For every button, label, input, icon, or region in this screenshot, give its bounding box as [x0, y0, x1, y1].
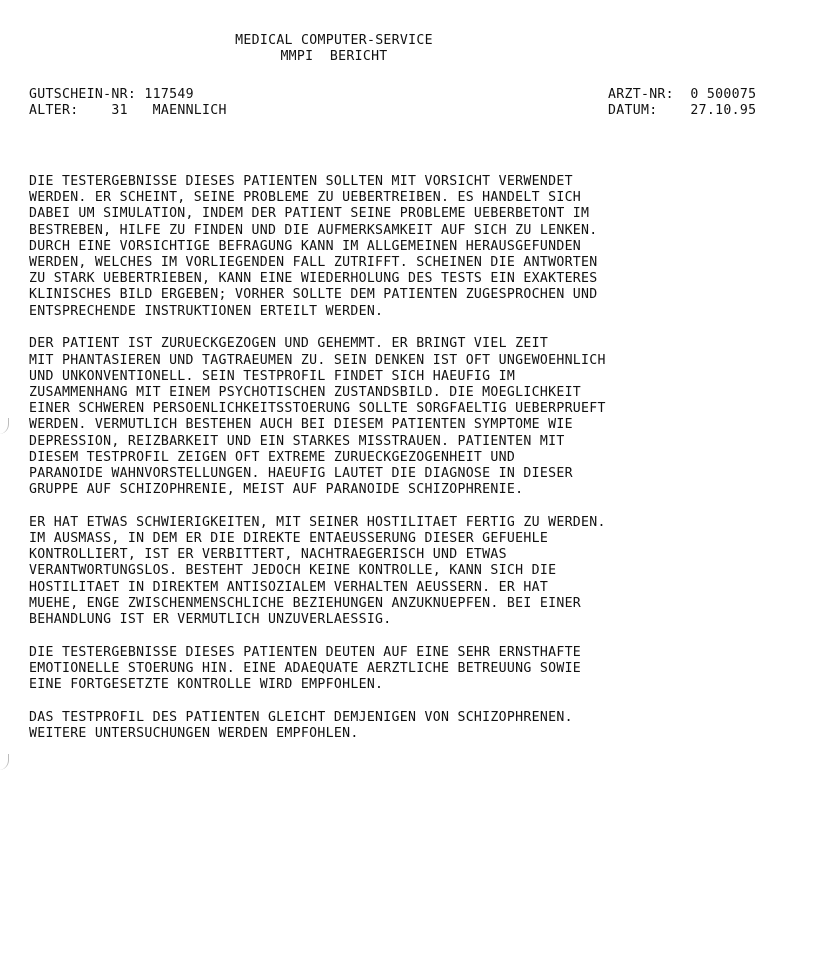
doctor-row — [608, 87, 756, 103]
text-line: DIE TESTERGEBNISSE DIESES PATIENTEN DEUTEN AUF EINE SEHR ERNSTHAFTE — [29, 644, 582, 660]
date-label: DATUM: — [608, 103, 658, 119]
text-line: VERANTWORTUNGSLOS. BESTEHT JEDOCH KEINE KONTROLLE, KANN SICH DIE — [29, 563, 557, 579]
text-line: UND UNKONVENTIONELL. SEIN TESTPROFIL FINDET SICH HAEUFIG IM — [29, 368, 516, 384]
text-line: KONTROLLIERT, IST ER VERBITTERT, NACHTRAEGERISCH UND ETWAS — [29, 547, 507, 563]
text-line: MUEHE, ENGE ZWISCHENMENSCHLICHE BEZIEHUNGEN ANZUKNUEPFEN. BEI EINER — [29, 595, 582, 611]
voucher-row — [29, 87, 227, 103]
age-label: ALTER: — [29, 103, 79, 119]
scan-mark — [0, 418, 9, 434]
paragraph-profile — [29, 336, 809, 498]
text-line: PARANOIDE WAHNVORSTELLUNGEN. HAEUFIG LAUTET DIE DIAGNOSE IN DIESER — [29, 465, 573, 481]
text-line: HOSTILITAET IN DIREKTEM ANTISOZIALEM VERHALTEN AEUSSERN. ER HAT — [29, 579, 549, 595]
text-line: ZU STARK UEBERTRIEBEN, KANN EINE WIEDERHOLUNG DES TESTS EIN EXAKTERES — [29, 271, 598, 287]
paragraph-hostility — [29, 515, 809, 628]
voucher-label: GUTSCHEIN-NR: — [29, 87, 137, 102]
text-line: WERDEN, WELCHES IM VORLIEGENDEN FALL ZUTRIFFT. SCHEINEN DIE ANTWORTEN — [29, 255, 598, 271]
text-line: BESTREBEN, HILFE ZU FINDEN UND DIE AUFMERKSAMKEIT AUF SICH ZU LENKEN. — [29, 222, 598, 238]
date-value: 27.10.95 — [690, 103, 757, 119]
text-line: DER PATIENT IST ZURUECKGEZOGEN UND GEHEMMT. ER BRINGT VIEL ZEIT — [29, 336, 549, 352]
report-header — [0, 33, 668, 65]
text-line: DURCH EINE VORSICHTIGE BEFRAGUNG KANN IM ALLGEMEINEN HERAUSGEFUNDEN — [29, 238, 582, 254]
text-line: DEPRESSION, REIZBARKEIT UND EIN STARKES MISSTRAUEN. PATIENTEN MIT — [29, 433, 565, 449]
text-line: WERDEN. ER SCHEINT, SEINE PROBLEME ZU UEBERTREIBEN. ES HANDELT SICH — [29, 190, 582, 206]
report-body — [29, 174, 809, 759]
age-value: 31 — [111, 103, 128, 119]
text-line: BEHANDLUNG IST ER VERMUTLICH UNZUVERLAESSIG. — [29, 612, 392, 628]
text-line: GRUPPE AUF SCHIZOPHRENIE, MEIST AUF PARANOIDE SCHIZOPHRENIE. — [29, 482, 524, 498]
doctor-label: ARZT-NR: — [608, 87, 674, 102]
patient-info — [29, 87, 227, 119]
doctor-info — [608, 87, 756, 119]
paragraph-severity — [29, 645, 809, 694]
text-line: KLINISCHES BILD ERGEBEN; VORHER SOLLTE DEM PATIENTEN ZUGESPROCHEN UND — [29, 287, 598, 303]
voucher-number: 117549 — [144, 87, 194, 102]
text-line: WERDEN. VERMUTLICH BESTEHEN AUCH BEI DIESEM PATIENTEN SYMPTOME WIE — [29, 417, 573, 433]
date-row — [608, 103, 756, 119]
text-line: IM AUSMASS, IN DEM ER DIE DIREKTE ENTAEUSSERUNG DIESER GEFUEHLE — [29, 531, 549, 547]
text-line: WEITERE UNTERSUCHUNGEN WERDEN EMPFOHLEN. — [29, 726, 359, 742]
text-line: ZUSAMMENHANG MIT EINEM PSYCHOTISCHEN ZUSTANDSBILD. DIE MOEGLICHKEIT — [29, 384, 582, 400]
company-name: MEDICAL COMPUTER-SERVICE — [235, 33, 433, 48]
text-line: DAS TESTPROFIL DES PATIENTEN GLEICHT DEMJENIGEN VON SCHIZOPHRENEN. — [29, 709, 573, 725]
doctor-number: 0 500075 — [690, 87, 757, 102]
text-line: DIE TESTERGEBNISSE DIESES PATIENTEN SOLLTEN MIT VORSICHT VERWENDET — [29, 174, 573, 189]
scan-mark — [0, 754, 9, 770]
text-line: EINE FORTGESETZTE KONTROLLE WIRD EMPFOHLEN. — [29, 677, 384, 693]
text-line: ENTSPRECHENDE INSTRUKTIONEN ERTEILT WERDEN. — [29, 303, 384, 319]
paragraph-conclusion — [29, 710, 809, 742]
paragraph-validity — [29, 174, 809, 320]
text-line: MIT PHANTASIEREN UND TAGTRAEUMEN ZU. SEIN DENKEN IST OFT UNGEWOEHNLICH — [29, 352, 606, 368]
text-line: ER HAT ETWAS SCHWIERIGKEITEN, MIT SEINER HOSTILITAET FERTIG ZU WERDEN. — [29, 514, 606, 530]
report-title: MMPI BERICHT — [280, 49, 388, 65]
sex-value: MAENNLICH — [152, 103, 227, 119]
text-line: DIESEM TESTPROFIL ZEIGEN OFT EXTREME ZURUECKGEZOGENHEIT UND — [29, 449, 516, 465]
text-line: EMOTIONELLE STOERUNG HIN. EINE ADAEQUATE AERZTLICHE BETREUUNG SOWIE — [29, 660, 582, 676]
age-row — [29, 103, 227, 119]
text-line: EINER SCHWEREN PERSOENLICHKEITSSTOERUNG SOLLTE SORGFAELTIG UEBERPRUEFT — [29, 401, 606, 417]
text-line: DABEI UM SIMULATION, INDEM DER PATIENT SEINE PROBLEME UEBERBETONT IM — [29, 206, 590, 222]
